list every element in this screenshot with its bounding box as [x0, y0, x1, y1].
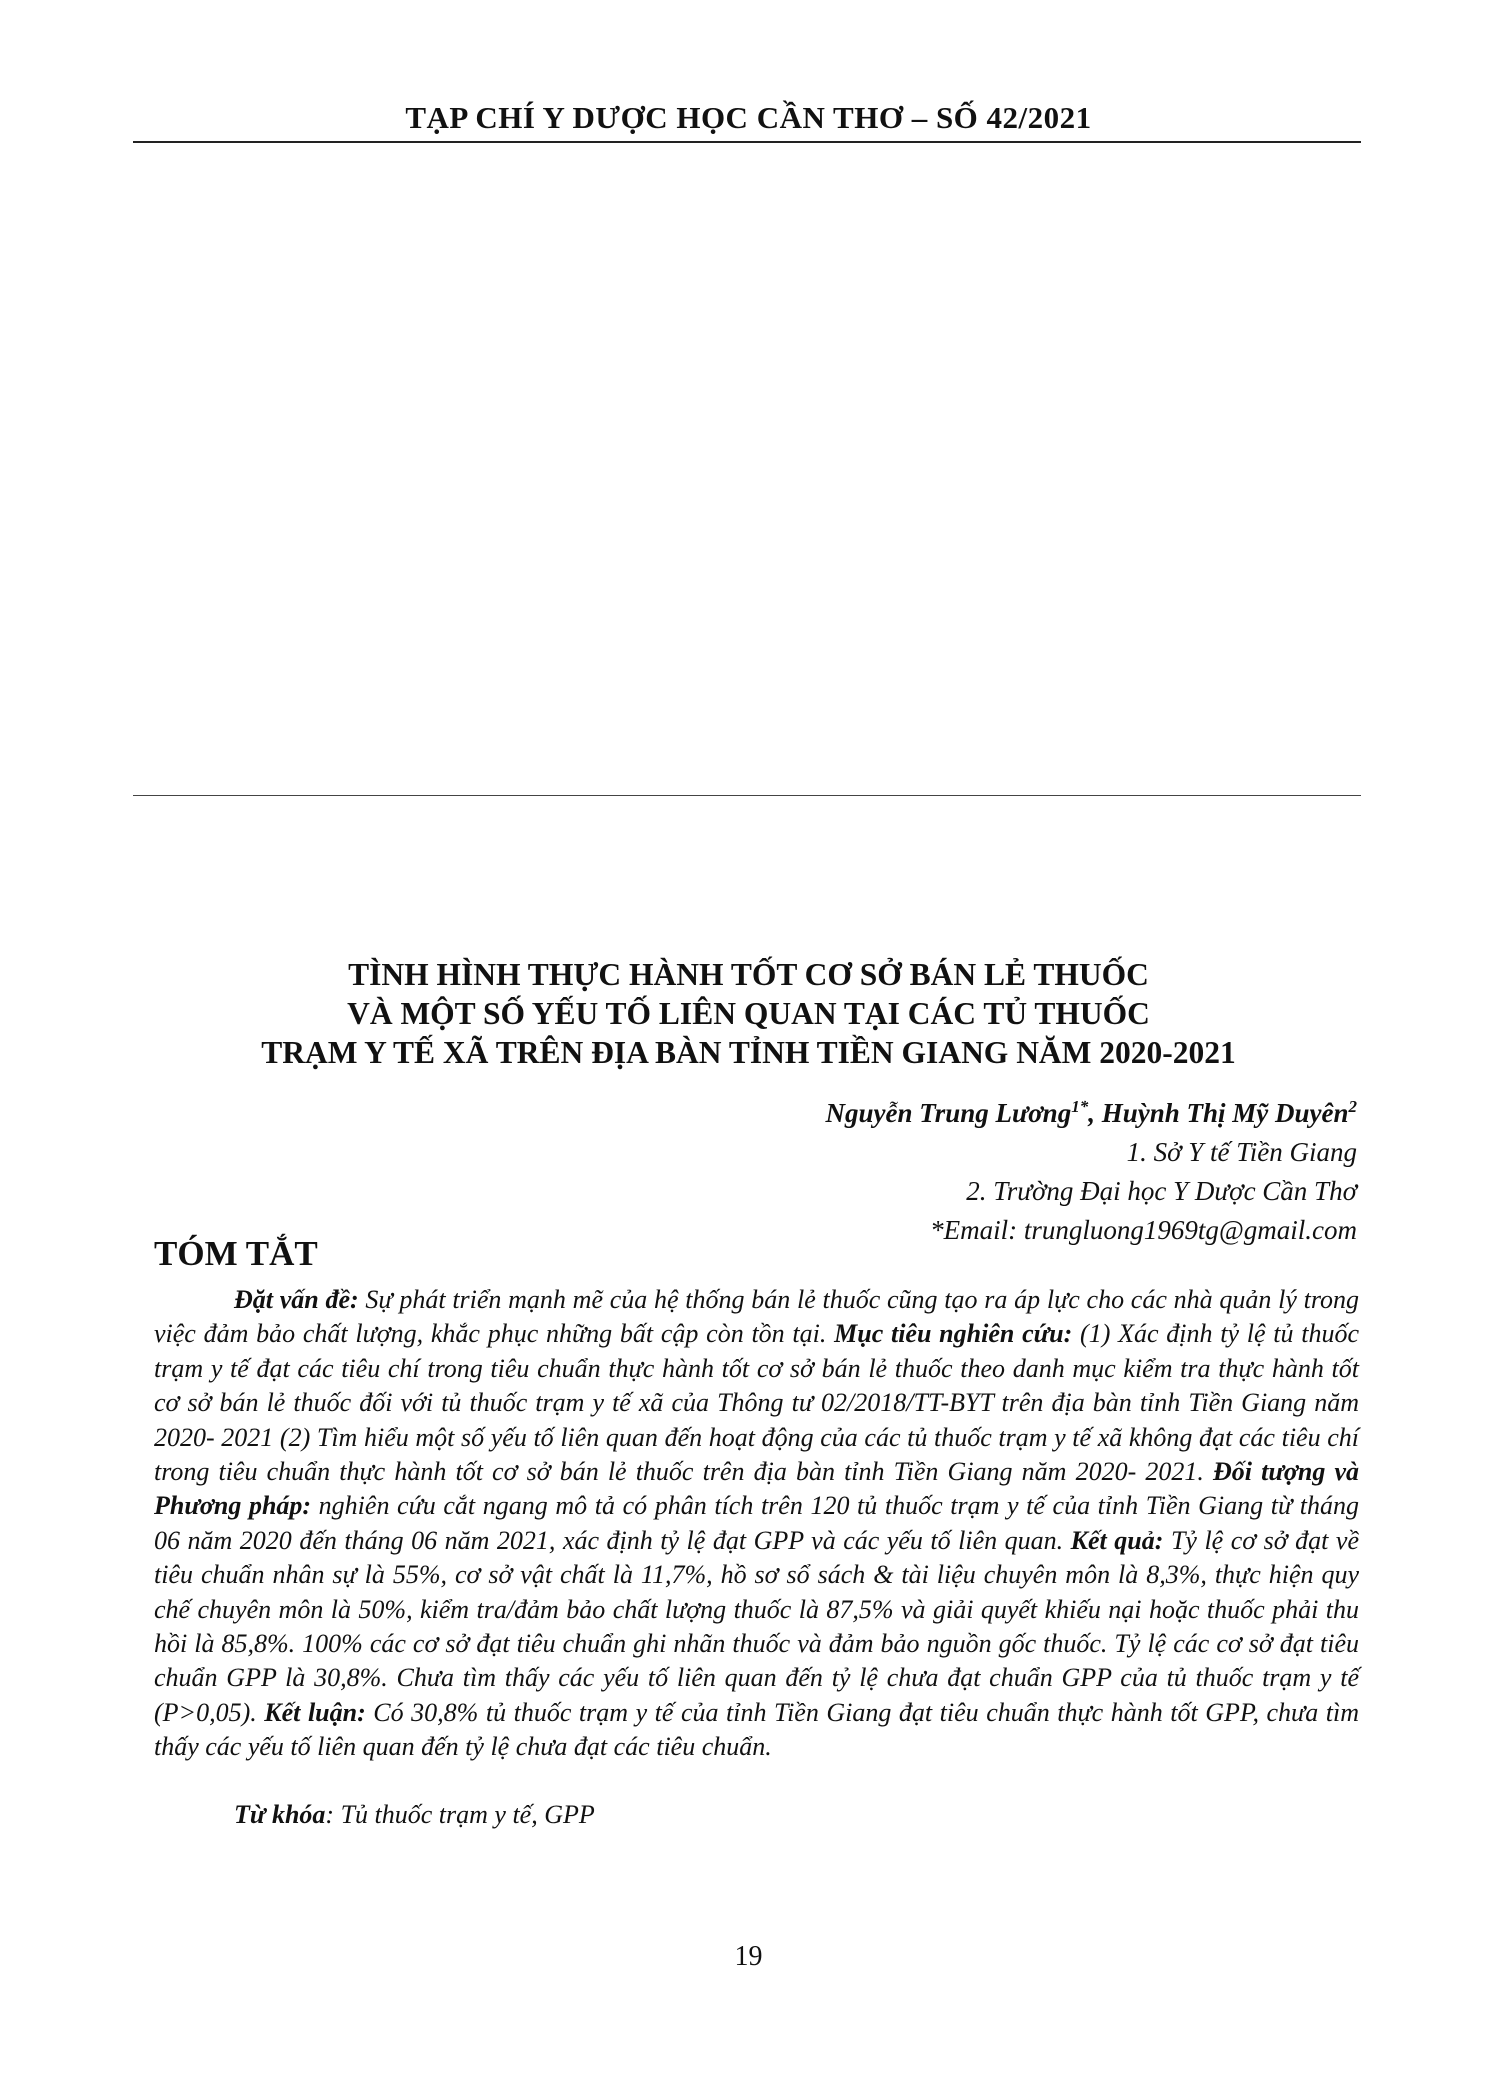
author-list — [826, 1087, 1358, 1133]
background-text: Sự phát triển mạnh mẽ của hệ thống bán lẻ thuốc cũng tạo ra áp lực cho các nhà quản lý trong việc đảm bảo chất lượng, khắc phục những bất cập còn tồn tại. — [154, 1285, 1359, 1349]
article-title — [0, 955, 1497, 1072]
affiliation-2: 2. Trường Đại học Y Dược Cần Thơ — [966, 1176, 1357, 1206]
title-line-2: VÀ MỘT SỐ YẾU TỐ LIÊN QUAN TẠI CÁC TỦ THUỐC — [347, 996, 1150, 1031]
background-label: Đặt vấn đề: — [234, 1285, 359, 1314]
conclusion-text: Có 30,8% tủ thuốc trạm y tế của tỉnh Tiền Giang đạt tiêu chuẩn thực hành tốt GPP, chưa tìm thấy các yếu tố liên quan đến tỷ lệ chưa đạt các tiêu chuẩn. — [154, 1697, 1359, 1762]
author-2-sup: 2 — [1348, 1097, 1357, 1116]
author-separator: , — [1088, 1098, 1102, 1128]
section-divider — [133, 795, 1361, 796]
journal-header: TẠP CHÍ Y DƯỢC HỌC CẦN THƠ – SỐ 42/2021 — [405, 100, 1092, 135]
affiliation-1: 1. Sở Y tế Tiền Giang — [1126, 1137, 1357, 1167]
results-label: Kết quả: — [1070, 1525, 1164, 1555]
title-line-1: TÌNH HÌNH THỰC HÀNH TỐT CƠ SỞ BÁN LẺ THUỐC — [348, 957, 1149, 992]
methods-label: Đối tượng và Phương pháp: — [154, 1457, 1359, 1521]
methods-text: nghiên cứu cắt ngang mô tả có phân tích trên 120 tủ thuốc trạm y tế của tỉnh Tiền Giang từ tháng 06 năm 2020 đến tháng 06 năm 2021, xác định tỷ lệ đạt GPP và các yếu tố liên quan. — [154, 1491, 1359, 1555]
header-divider — [133, 141, 1361, 143]
keywords — [234, 1800, 595, 1830]
author-2-name: Huỳnh Thị Mỹ Duyên — [1101, 1098, 1349, 1128]
abstract-body — [154, 1283, 1359, 1765]
abstract-heading: TÓM TẮT — [154, 1234, 318, 1273]
title-line-3: TRẠM Y TẾ XÃ TRÊN ĐỊA BÀN TỈNH TIỀN GIANG NĂM 2020-2021 — [261, 1035, 1236, 1070]
results-text: Tỷ lệ cơ sở đạt về tiêu chuẩn nhân sự là 55%, cơ sở vật chất là 11,7%, hồ sơ sổ sách & tài liệu chuyên môn là 8,3%, thực hiện quy chế chuyên môn là 50%, kiểm tra/đảm bảo chất lượng thuốc là 87,5% và giải quyết khiếu nại hoặc thuốc phải thu hồi là 85,8%. 100% các cơ sở đạt tiêu chuẩn ghi nhãn thuốc và đảm bảo nguồn gốc thuốc. Tỷ lệ các cơ sở đạt tiêu chuẩn GPP là 30,8%. Chưa tìm thấy các yếu tố liên quan đến tỷ lệ chưa đạt chuẩn GPP của tủ thuốc trạm y tế (P>0,05). — [154, 1525, 1359, 1727]
page-number: 19 — [734, 1941, 763, 1972]
author-1-sup: 1* — [1071, 1097, 1089, 1116]
author-1-name: Nguyễn Trung Lương — [825, 1098, 1072, 1128]
objectives-label: Mục tiêu nghiên cứu: — [834, 1319, 1073, 1349]
keywords-text: : Tủ thuốc trạm y tế, GPP — [325, 1800, 595, 1829]
keywords-label: Từ khóa — [234, 1800, 326, 1829]
corresponding-email: *Email: trungluong1969tg@gmail.com — [930, 1215, 1357, 1245]
author-block — [826, 1087, 1358, 1250]
objectives-text: (1) Xác định tỷ lệ tủ thuốc trạm y tế đạt các tiêu chí trong tiêu chuẩn thực hành tốt cơ sở bán lẻ thuốc theo danh mục kiểm tra thực hành tốt cơ sở bán lẻ thuốc đối với tủ thuốc trạm y tế xã của Thông tư 02/2018/TT-BYT trên địa bàn tỉnh Tiền Giang năm 2020- 2021 (2) Tìm hiểu một số yếu tố liên quan đến hoạt động của các tủ thuốc trạm y tế xã không đạt các tiêu chí trong tiêu chuẩn thực hành tốt cơ sở bán lẻ thuốc trên địa bàn tỉnh Tiền Giang năm 2020- 2021. — [154, 1319, 1359, 1487]
conclusion-label: Kết luận: — [264, 1697, 366, 1727]
